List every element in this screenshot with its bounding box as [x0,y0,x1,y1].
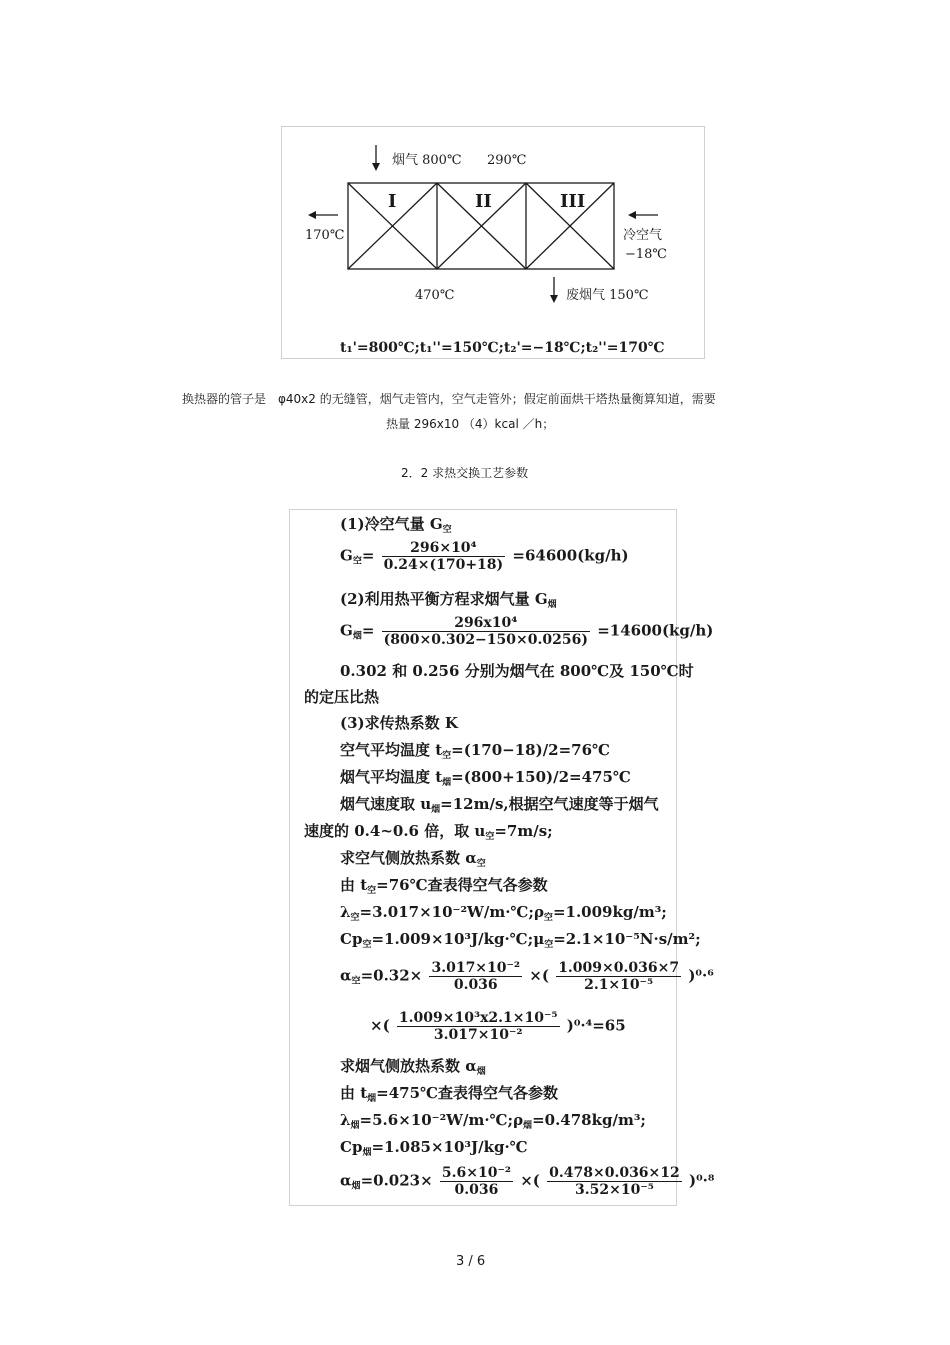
calc-sub: 空 [351,976,361,987]
calc-text: =1.085×10³J/kg·℃ [371,1138,528,1156]
calc-sub: 空 [543,913,553,923]
calc-sub: 空 [362,940,372,950]
calc-text: =5.6×10⁻²W/m·℃;ρ [359,1111,524,1129]
calc-line-22 [340,1165,714,1198]
section-label-3: III [560,191,586,212]
calc-text: =0.32× [360,966,423,985]
calc-text: 求烟气侧放热系数 α [340,1057,477,1075]
calc-sub: 空 [442,751,452,761]
calc-sub: 空 [476,859,486,869]
top-mid-temp-label: 290℃ [487,153,527,168]
waste-gas-label: 废烟气 150℃ [566,288,649,303]
calc-line-2 [340,540,629,573]
calc-line-3 [340,592,557,610]
fraction-numerator: 296x10⁴ [382,615,590,632]
fraction-numerator: 296×10⁴ [382,540,506,557]
calc-text: = [361,621,375,640]
calc-text: 烟气平均温度 t [340,768,443,786]
description-line-2: 热量 296x10 （4）kcal ／h； [386,417,555,431]
fraction-numerator: 3.017×10⁻² [431,960,521,976]
fraction-denominator: 2.1×10⁻⁵ [584,977,654,993]
calc-line-9 [340,770,631,788]
calc-line-13 [340,878,548,896]
fraction-numerator: 1.009×10³x2.1×10⁻⁵ [398,1010,558,1026]
calc-text: ×( [520,1171,540,1190]
cold-air-temp-label: −18℃ [625,247,667,262]
calc-text: =12m/s,根据空气速度等于烟气 [440,795,659,813]
calc-text: α [340,966,352,985]
calc-line-1 [340,517,452,535]
fraction-denominator: 0.036 [453,977,498,993]
calc-line-11 [304,824,553,842]
calc-line-17 [370,1010,626,1043]
fraction-denominator: (800×0.302−150×0.0256) [383,632,588,648]
calc-text: λ [340,903,351,921]
calc-line-7: (3)求传热系数 K [340,714,458,732]
calc-sub: 空 [352,556,362,567]
calc-text: =14600(kg/h) [597,621,714,640]
section-label-1: I [388,191,397,212]
section-heading: 2．2 求热交换工艺参数 [401,466,529,480]
calc-sub: 空 [367,886,377,896]
calc-text: Cp [340,930,363,948]
calc-text: 空气平均温度 t [340,741,443,759]
fraction [547,1165,682,1198]
calc-line-12 [340,851,486,869]
calc-line-4 [340,615,713,648]
calc-text: ×( [370,1016,390,1035]
calc-text: =(170−18)/2=76℃ [451,741,611,759]
calc-sub: 烟 [431,805,441,815]
calc-text: =1.009kg/m³; [552,903,667,921]
fraction-numerator: 5.6×10⁻² [441,1165,511,1181]
calc-text: =64600(kg/h) [512,546,629,565]
calculation-panel [289,509,715,1206]
calc-line-5: 0.302 和 0.256 分别为烟气在 800℃及 150℃时 [340,662,694,680]
calc-text: )⁰·⁴=65 [566,1016,626,1035]
calc-sub: 烟 [523,1121,533,1131]
cold-air-label: 冷空气 [623,228,663,243]
calc-sub: 烟 [442,778,452,788]
fraction-numerator: 0.478×0.036×12 [549,1165,680,1181]
air-outlet-temp-label: 170℃ [305,228,345,243]
calc-text: )⁰·⁶ [688,966,714,985]
calc-text: Cp [340,1138,363,1156]
calc-line-20 [340,1113,646,1131]
fraction [397,1010,560,1043]
fraction [556,960,681,993]
temperature-conditions: t₁'=800℃;t₁''=150℃;t₂'=−18℃;t₂''=170℃ [340,340,665,356]
calc-line-21 [340,1140,528,1158]
calc-text: λ [340,1111,351,1129]
calc-line-18 [340,1059,486,1077]
fraction [382,540,506,573]
calc-sub: 烟 [362,1148,372,1158]
calc-line-6: 的定压比热 [304,688,380,706]
calc-text: 烟气速度取 u [340,795,432,813]
fraction-denominator: 3.017×10⁻² [433,1027,523,1043]
calc-sub: 空 [350,913,360,923]
calc-text: α [340,1171,352,1190]
calc-text: (2)利用热平衡方程求烟气量 G [340,590,548,608]
calc-sub: 烟 [547,600,557,610]
heat-exchanger-diagram [281,126,705,359]
calc-sub: 烟 [350,1121,360,1131]
calc-text: 由 t [340,1084,368,1102]
calc-line-10 [340,797,659,815]
calc-text: =(800+150)/2=475℃ [451,768,631,786]
calc-sub: 烟 [351,1181,361,1192]
description-line-1: 换热器的管子是 φ40x2 的无缝管，烟气走管内，空气走管外；假定前面烘干塔热量衡算知道，需要 [182,392,716,406]
calc-line-15 [340,932,701,950]
calc-text: 速度的 0.4~0.6 倍，取 u [304,822,486,840]
calc-line-14 [340,905,667,923]
calc-line-19 [340,1086,558,1104]
section-label-2: II [475,191,492,212]
calc-sub: 烟 [352,631,362,642]
calc-text: =0.023× [360,1171,433,1190]
calc-text: =0.478kg/m³; [532,1111,646,1129]
calc-text: =7m/s; [494,822,553,840]
fraction-denominator: 0.036 [454,1182,499,1198]
flue-gas-inlet-label: 烟气 800℃ [392,153,462,168]
calc-text: )⁰·⁸ [689,1171,715,1190]
fraction [440,1165,513,1198]
bottom-mid-temp-label: 470℃ [415,288,455,303]
calc-text: =2.1×10⁻⁵N·s/m²; [553,930,701,948]
calc-text: ×( [529,966,549,985]
calc-sub: 空 [442,525,452,535]
calc-text: (1)冷空气量 G [340,515,443,533]
calc-text: G [340,621,353,640]
calc-line-8 [340,743,610,761]
calc-sub: 空 [544,940,554,950]
calc-sub: 烟 [476,1067,486,1077]
fraction-denominator: 0.24×(170+18) [383,557,504,573]
fraction-numerator: 1.009×0.036×7 [558,960,680,976]
calc-text: =3.017×10⁻²W/m·℃;ρ [359,903,544,921]
calc-text: G [340,546,353,565]
page-number: 3 / 6 [456,1254,486,1269]
calc-sub: 空 [485,832,495,842]
fraction [429,960,522,993]
calc-text: = [361,546,375,565]
fraction [382,615,590,648]
calc-sub: 烟 [367,1094,377,1104]
calc-line-16 [340,960,714,993]
calc-text: 求空气侧放热系数 α [340,849,477,867]
calc-text: =475℃查表得空气各参数 [376,1084,559,1102]
fraction-denominator: 3.52×10⁻⁵ [575,1182,654,1198]
calc-text: =1.009×10³J/kg·℃;μ [371,930,545,948]
calc-text: =76℃查表得空气各参数 [376,876,548,894]
calc-text: 由 t [340,876,368,894]
